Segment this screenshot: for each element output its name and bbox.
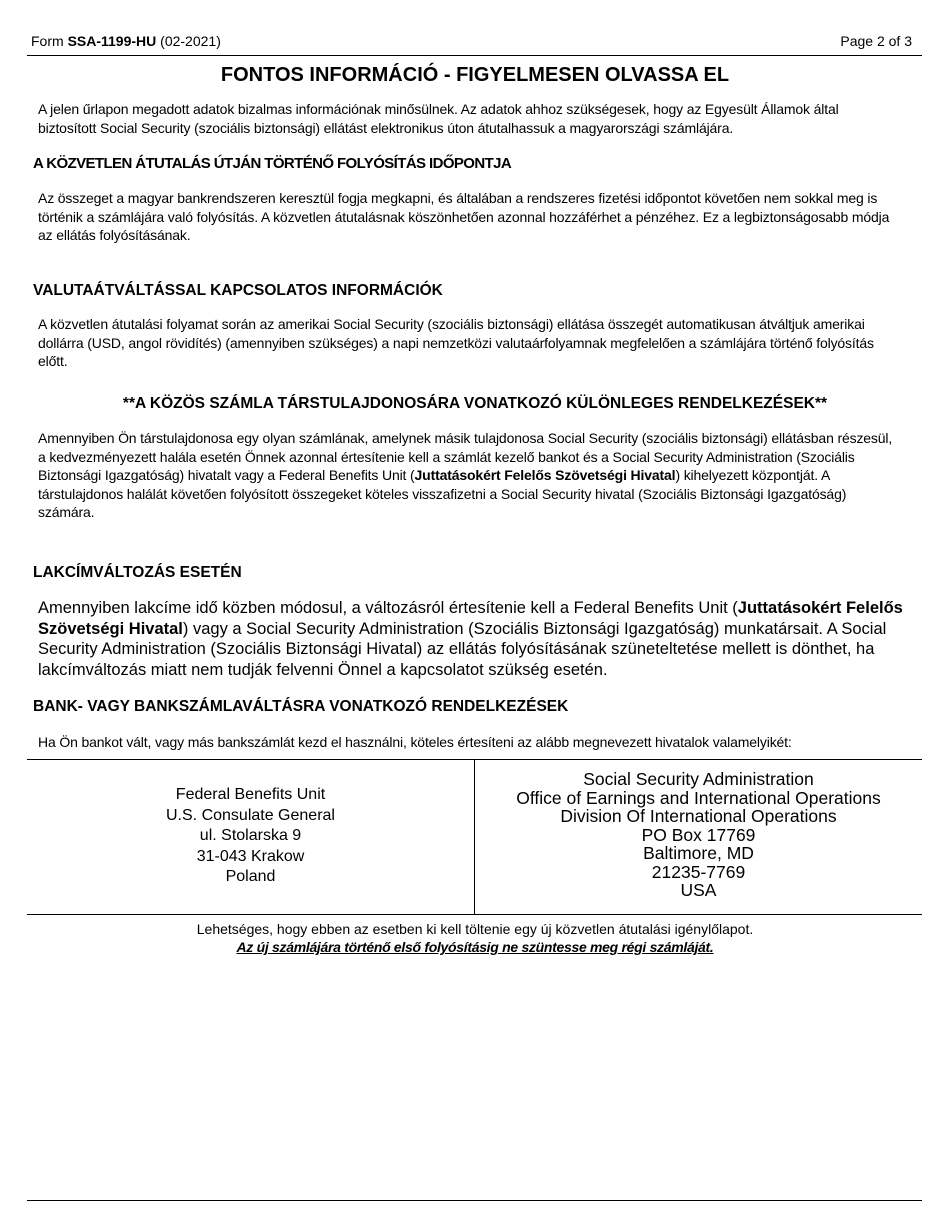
ssa-address [475,770,922,900]
joint-account-body: Amennyiben Ön társtulajdonosa egy olyan számlának, amelynek másik tulajdonosa Social Security (szociális biztonsági) ellátásban részesül, a kedvezményezett halála esetén Önnek azonnal értesítenie kell a számlát kezelő bankot és a Social Security Administration (Szociális Biztonsági Igazgatóság) hivatalt vagy a Federal Benefits Unit (Juttatásokért Felelős Szövetségi Hivatal) kihelyezett központját. A társtulajdonos halálát követően folyósított összegeket köteles visszafizetni a Social Security hivatal (Szociális Biztonsági Igazgatóság) számára. [38,430,893,520]
currency-body: A közvetlen átutalási folyamat során az amerikai Social Security (szociális biztonsági) ellátása összegét automatikusan átváltjuk amerikai dollárra (USD, angol rövidítés) (amennyiben szükséges) a napi nemzetközi valutaárfolyamnak megfelelően a számlájára történő folyósítás előtt. [38,316,874,369]
address-line: PO Box 17769 [641,824,756,845]
form-code: SSA-1199-HU [67,33,157,49]
address-line: U.S. Consulate General [166,806,335,824]
address-line: Office of Earnings and International Operations [516,787,881,808]
footnote-warning: Az új számlájára történő első folyósításig ne szüntesse meg régi számláját. [236,939,714,955]
header-divider [27,55,922,56]
bank-change-heading: BANK- VAGY BANKSZÁMLAVÁLTÁSRA VONATKOZÓ RENDELKEZÉSEK [33,698,569,715]
footnote [0,920,950,956]
address-table [27,759,922,915]
address-change-heading: LAKCÍMVÁLTOZÁS ESETÉN [33,564,242,581]
address-line: ul. Stolarska 9 [199,827,302,844]
joint-account-heading: **A KÖZÖS SZÁMLA TÁRSTULAJDONOSÁRA VONATKOZÓ KÜLÖNLEGES RENDELKEZÉSEK** [122,395,828,412]
timing-heading: A KÖZVETLEN ÁTUTALÁS ÚTJÁN TÖRTÉNŐ FOLYÓSÍTÁS IDŐPONTJA [33,155,512,172]
address-line: Federal Benefits Unit [175,786,326,803]
address-change-bold: Juttatásokért Felelős Szövetségi Hivatal [38,599,903,638]
footer-divider [27,1200,922,1201]
joint-account-bold: Juttatásokért Felelős Szövetségi Hivatal [414,467,676,483]
address-line: 21235-7769 [651,861,746,882]
address-line: Poland [225,868,276,885]
page-header [31,33,912,51]
address-change-body: Amennyiben lakcíme idő közben módosul, a változásról értesítenie kell a Federal Benefits Unit (Juttatásokért Felelős Szövetségi Hivatal) vagy a Social Security Administration (Szociális Biztonsági Igazgatóság) munkatársait. A Social Security Administration (Szociális Biztonsági Hivatal) az ellátás folyósításának szüneteltetése mellett is dönthet, ha lakcímváltozás miatt nem tudják felvenni Önnel a kapcsolatot szükség esetén. [38,599,903,679]
address-line: Division Of International Operations [560,806,837,826]
page-number: Page 2 of 3 [840,33,912,49]
timing-body: Az összeget a magyar bankrendszeren keresztül fogja megkapni, és általában a rendszeres fizetési időpontot követően nem sokkal meg is történik a számlájára való folyósítás. A közvetlen átutalásnak köszönhetően azonnal hozzáférhet a pénzéhez. Ez a legbiztonságosabb módja az ellátás folyósításának. [38,190,890,243]
bank-change-body: Ha Ön bankot vált, vagy más bankszámlát kezd el használni, köteles értesíteni az alább megnevezett hivatalok valamelyikét: [38,734,792,750]
page-title: FONTOS INFORMÁCIÓ - FIGYELMESEN OLVASSA EL [220,64,730,86]
form-identifier: Form SSA-1199-HU (02-2021) [31,33,221,49]
federal-benefits-unit-address [27,785,474,888]
currency-heading: VALUTAÁTVÁLTÁSSAL KAPCSOLATOS INFORMÁCIÓK [33,282,443,299]
address-line: Social Security Administration [583,769,814,789]
address-line: 31-043 Krakow [196,847,305,865]
address-line: USA [680,880,717,900]
footnote-line: Lehetséges, hogy ebben az esetben ki kell töltenie egy új közvetlen átutalási igénylőlapot. [196,921,754,937]
intro-paragraph: A jelen űrlapon megadott adatok bizalmas információnak minősülnek. Az adatok ahhoz szükségesek, hogy az Egyesült Államok által biztosított Social Security (szociális biztonsági) ellátást elektronikus úton átutalhassuk a magyarországi számlájára. [38,101,839,136]
address-line: Baltimore, MD [643,843,754,863]
